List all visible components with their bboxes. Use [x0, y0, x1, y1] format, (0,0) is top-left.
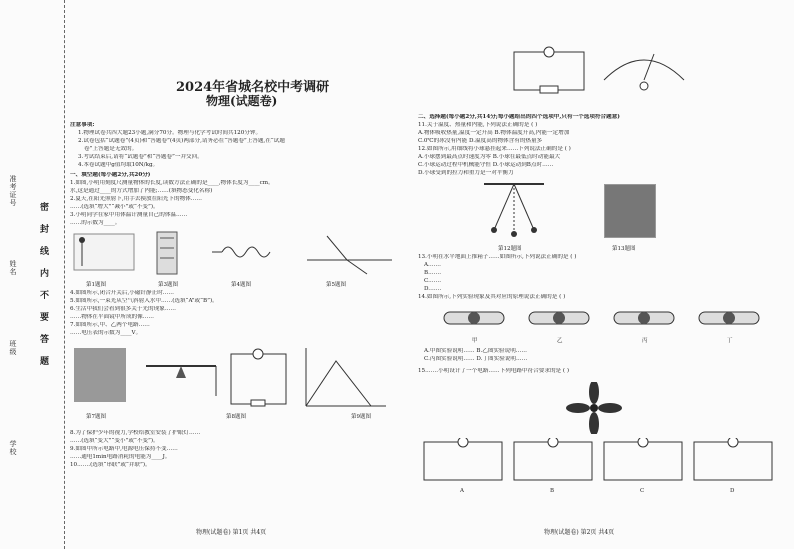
- question-line: C.小球运动过程中机械能守恒 D.小球运动到B点时……: [418, 162, 554, 168]
- margin-label: 学校: [9, 440, 17, 456]
- figure-caption: 第7题图: [86, 414, 106, 420]
- seal-char: 密: [40, 203, 50, 213]
- fan-icon: [564, 382, 624, 434]
- question-line: ……通电1min电路消耗的电能为____J。: [70, 454, 171, 460]
- question-line: 6.生活中我们会看到很多关于光的现象……: [70, 306, 177, 312]
- figure-caption: 第1题图: [86, 282, 106, 288]
- figure-caption: 第8题图: [226, 414, 246, 420]
- question-line: C.……: [424, 278, 442, 284]
- margin-label: 姓名: [9, 260, 17, 276]
- page-footer: 物理(试题卷) 第2页 共4页: [544, 529, 615, 536]
- figure-caption: 第5题图: [326, 282, 346, 288]
- question-line: 5.如图所示,一束光从空气斜射入水中……(选填“A”或“B”)。: [70, 298, 218, 304]
- option-label: D: [730, 488, 735, 494]
- option-label: C: [640, 488, 645, 494]
- seal-char: 要: [40, 313, 50, 323]
- question-line: 12.如图所示,用细线将小球悬挂起来……下列说法正确的是 ( ): [418, 146, 571, 152]
- right-page: [414, 0, 786, 549]
- question-line: C.0℃的冰没有内能 D.温度高的物体含有的热量多: [418, 138, 543, 144]
- option-label: 甲: [472, 338, 478, 344]
- question-line: 水,这是通过____的方式增加了内能;……(填物态变化名称): [70, 188, 213, 194]
- figure-caption: 第12题图: [498, 246, 522, 252]
- seal-char: 不: [40, 291, 50, 301]
- question-line: 10.……(选填“串联”或“并联”)。: [70, 462, 151, 468]
- question-line: 2.夏天,在阳光照射下,用手去摸放在阳光下的物体……: [70, 196, 202, 202]
- margin-label: 班级: [9, 340, 17, 356]
- section-heading: 一、填空题(每小题2分,共20分): [70, 172, 151, 178]
- question-line: 15.……小明设计了一个电路……下列电路中符合要求的是 ( ): [418, 368, 570, 374]
- figure-caption: 第9题图: [351, 414, 371, 420]
- figure-caption: 第13题图: [612, 246, 636, 252]
- margin-label: 准考证号: [9, 175, 17, 207]
- question-line: 13.小明在水平地面上推箱子……如图所示,下列说法正确的是 ( ): [418, 254, 577, 260]
- question-line: ……的示数为____。: [70, 220, 121, 226]
- question-line: ……(选填“变大”“变小”或“不变”)。: [70, 438, 159, 444]
- pendulum-figure: [474, 180, 554, 242]
- question-line: 8.为了保护少年的视力,学校给教室安装了护眼灯……: [70, 430, 201, 436]
- left-page: [66, 0, 406, 549]
- option-label: 丁: [727, 338, 733, 344]
- circuit-figure: [504, 40, 694, 100]
- page-title: 2024年省城名校中考调研: [176, 80, 330, 95]
- circuit-options: [418, 438, 783, 486]
- figure-row-1: [72, 230, 402, 278]
- seal-char: 线: [40, 247, 50, 257]
- question-line: ……物体在平面镜中所成的像……: [70, 314, 154, 320]
- question-line: 3.小明同学在家中用体温计测量自己的体温……: [70, 212, 188, 218]
- seal-char: 答: [40, 335, 50, 345]
- seal-char: 内: [40, 269, 50, 279]
- question-line: 14.如图所示,下列实验现象及其对应的原理说法正确的是 ( ): [418, 294, 566, 300]
- question-line: A.物体吸收热量,温度一定升高 B.物体温度升高,内能一定增加: [418, 130, 570, 136]
- question-line: B.……: [424, 270, 442, 276]
- question-line: A.甲图实验说明…… B.乙图实验说明……: [424, 348, 527, 354]
- photo-figure: [604, 184, 656, 238]
- question-line: 11.关于温度、热量和内能,下列说法正确的是 ( ): [418, 122, 538, 128]
- option-figures: [434, 304, 774, 334]
- option-label: 丙: [642, 338, 648, 344]
- seal-char: 封: [40, 225, 50, 235]
- question-line: ……(选填“增大”“减小”或“不变”)。: [70, 204, 159, 210]
- notes-item: 2.试卷包括“试题卷”(4页)和“答题卷”(4页)两部分,请务必在“答题卷”上答题,在“试题: [78, 138, 285, 144]
- section-heading: 二、选择题(每小题2分,共14分;每小题给出的四个选项中,只有一个选项符合题意): [418, 114, 620, 120]
- question-line: 4.如图所示,闭合开关后,小磁针静止时……: [70, 290, 174, 296]
- page-footer: 物理(试题卷) 第1页 共4页: [196, 529, 267, 536]
- photo-figure: [74, 348, 126, 402]
- notes-heading: 注意事项:: [70, 122, 95, 128]
- question-line: C.丙图实验说明…… D.丁图实验说明……: [424, 356, 528, 362]
- seal-char: 题: [40, 357, 50, 367]
- option-label: A: [460, 488, 464, 494]
- page-subtitle: 物理(试题卷): [206, 94, 278, 108]
- notes-item: 卷”上答题是无效的。: [84, 146, 138, 152]
- question-line: 1.如图,小明用刻度尺测量物体的长度,读数方法正确的是____,物体长度为____cm。: [70, 180, 274, 186]
- question-line: ……电压表的示数为____V。: [70, 330, 142, 336]
- question-line: 7.如图所示,甲、乙两个电路……: [70, 322, 150, 328]
- notes-item: 3.考试结束后,请将“试题卷”和“答题卷”一并交回。: [78, 154, 203, 160]
- question-line: A.小球摆到最高点时速度为零 B.小球在最低点时动能最大: [418, 154, 561, 160]
- option-label: 乙: [557, 338, 563, 344]
- figure-caption: 第3题图: [158, 282, 178, 288]
- question-line: A.……: [424, 262, 442, 268]
- option-label: B: [550, 488, 555, 494]
- notes-item: 1.物理试卷共四大题23小题,满分70分。物理与化学考试时间共120分钟。: [78, 130, 262, 136]
- question-line: D.……: [424, 286, 442, 292]
- question-line: 9.如图甲所示电路中,电源电压保持不变……: [70, 446, 178, 452]
- question-line: D.小球受到的拉力和重力是一对平衡力: [418, 170, 514, 176]
- figure-row-2: [136, 346, 396, 416]
- notes-item: 4.本卷试题中g值均取10N/kg。: [78, 162, 159, 168]
- binding-margin: [0, 0, 65, 549]
- figure-caption: 第4题图: [231, 282, 251, 288]
